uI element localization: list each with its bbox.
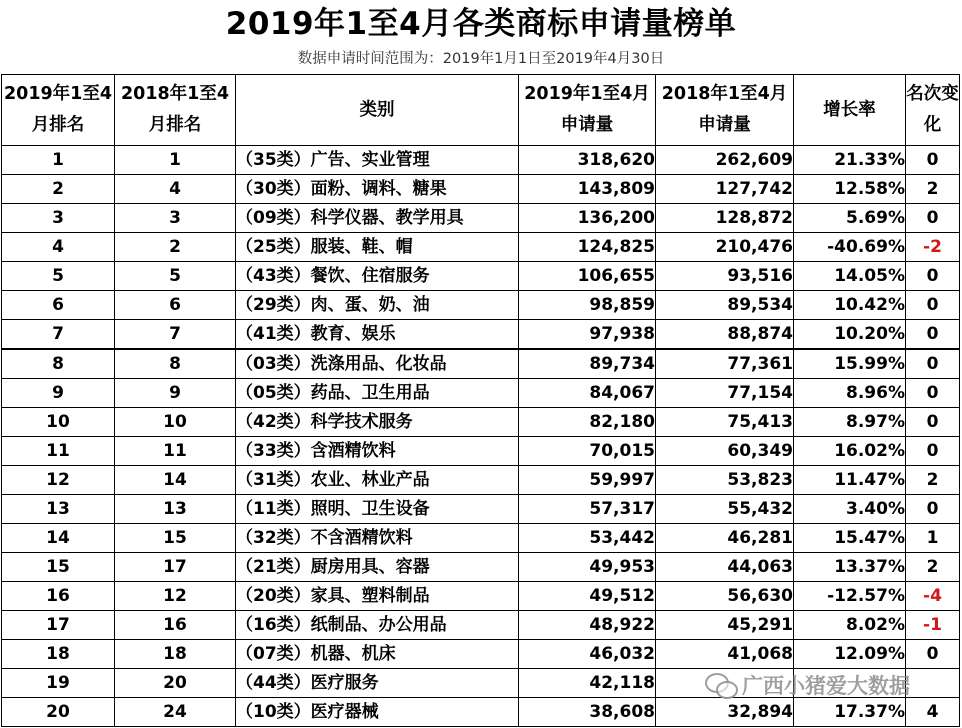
cell-category: （25类）服装、鞋、帽 — [236, 233, 519, 262]
cell-applications-2019: 49,512 — [519, 582, 656, 611]
cell-rank-2018: 4 — [115, 175, 236, 204]
cell-rank-2019: 4 — [2, 233, 115, 262]
cell-applications-2019: 38,608 — [519, 698, 656, 727]
cell-rank-2019: 2 — [2, 175, 115, 204]
cell-rank-2018: 18 — [115, 640, 236, 669]
cell-applications-2019: 70,015 — [519, 437, 656, 466]
cell-category: （07类）机器、机床 — [236, 640, 519, 669]
cell-rank-2018: 9 — [115, 379, 236, 408]
cell-rank-2019: 7 — [2, 320, 115, 350]
cell-rank-2019: 12 — [2, 466, 115, 495]
header-rank-2018: 2018年1至4月排名 — [115, 75, 236, 146]
cell-growth-rate: 3.40% — [794, 495, 906, 524]
cell-applications-2019: 97,938 — [519, 320, 656, 350]
table-row — [2, 466, 960, 495]
cell-applications-2019: 82,180 — [519, 408, 656, 437]
cell-applications-2018: 32,894 — [656, 698, 794, 727]
cell-applications-2018: 88,874 — [656, 320, 794, 350]
cell-rank-change: 0 — [906, 408, 960, 437]
cell-applications-2018: 60,349 — [656, 437, 794, 466]
cell-category: （21类）厨房用具、容器 — [236, 553, 519, 582]
cell-applications-2018: 45,291 — [656, 611, 794, 640]
cell-rank-change: 0 — [906, 320, 960, 350]
cell-rank-2018: 17 — [115, 553, 236, 582]
cell-rank-2019: 11 — [2, 437, 115, 466]
cell-category: （05类）药品、卫生用品 — [236, 379, 519, 408]
table-row — [2, 611, 960, 640]
cell-rank-change: 0 — [906, 291, 960, 320]
cell-applications-2018: 46,281 — [656, 524, 794, 553]
cell-growth-rate: 12.58% — [794, 175, 906, 204]
cell-rank-2018: 10 — [115, 408, 236, 437]
cell-rank-2018: 3 — [115, 204, 236, 233]
cell-rank-2019: 17 — [2, 611, 115, 640]
cell-rank-change: 0 — [906, 262, 960, 291]
table-row — [2, 204, 960, 233]
cell-applications-2018: 262,609 — [656, 146, 794, 175]
cell-category: （29类）肉、蛋、奶、油 — [236, 291, 519, 320]
cell-rank-2019: 9 — [2, 379, 115, 408]
cell-applications-2018: 128,872 — [656, 204, 794, 233]
cell-applications-2018: 210,476 — [656, 233, 794, 262]
cell-category: （32类）不含酒精饮料 — [236, 524, 519, 553]
cell-rank-2018: 14 — [115, 466, 236, 495]
cell-growth-rate: 5.69% — [794, 204, 906, 233]
cell-rank-2018: 7 — [115, 320, 236, 350]
cell-applications-2019: 59,997 — [519, 466, 656, 495]
cell-rank-2019: 14 — [2, 524, 115, 553]
cell-applications-2018: 77,154 — [656, 379, 794, 408]
cell-rank-change: 2 — [906, 553, 960, 582]
ranking-table — [1, 74, 960, 727]
table-row — [2, 349, 960, 379]
cell-rank-2018: 1 — [115, 146, 236, 175]
cell-rank-2019: 6 — [2, 291, 115, 320]
page-title: 2019年1至4月各类商标申请量榜单 — [225, 6, 737, 42]
cell-growth-rate: 15.47% — [794, 524, 906, 553]
cell-growth-rate: 13.37% — [794, 553, 906, 582]
cell-growth-rate: 10.20% — [794, 320, 906, 350]
cell-rank-2019: 19 — [2, 669, 115, 698]
watermark-text: 广西小猪爱大数据 — [742, 674, 910, 698]
cell-rank-2018: 15 — [115, 524, 236, 553]
table-row — [2, 437, 960, 466]
header-applications-2018: 2018年1至4月申请量 — [656, 75, 794, 146]
cell-category: （41类）教育、娱乐 — [236, 320, 519, 350]
cell-growth-rate: 10.42% — [794, 291, 906, 320]
table-header-row — [2, 75, 960, 146]
cell-category: （35类）广告、实业管理 — [236, 146, 519, 175]
cell-applications-2019: 84,067 — [519, 379, 656, 408]
cell-rank-change: 0 — [906, 640, 960, 669]
cell-applications-2019: 124,825 — [519, 233, 656, 262]
header-rank-2019: 2019年1至4月排名 — [2, 75, 115, 146]
cell-rank-2018: 20 — [115, 669, 236, 698]
cell-rank-2018: 24 — [115, 698, 236, 727]
cell-rank-change: 0 — [906, 379, 960, 408]
cell-rank-2019: 1 — [2, 146, 115, 175]
cell-category: （11类）照明、卫生设备 — [236, 495, 519, 524]
header-applications-2019: 2019年1至4月申请量 — [519, 75, 656, 146]
table-row — [2, 553, 960, 582]
cell-applications-2018: 75,413 — [656, 408, 794, 437]
table-row — [2, 233, 960, 262]
cell-applications-2019: 46,032 — [519, 640, 656, 669]
cell-rank-change: 4 — [906, 698, 960, 727]
table-row — [2, 379, 960, 408]
cell-category: （31类）农业、林业产品 — [236, 466, 519, 495]
cell-category: （33类）含酒精饮料 — [236, 437, 519, 466]
cell-applications-2019: 49,953 — [519, 553, 656, 582]
cell-rank-2019: 8 — [2, 349, 115, 379]
cell-rank-2019: 5 — [2, 262, 115, 291]
cell-rank-change: 0 — [906, 146, 960, 175]
cell-applications-2019: 57,317 — [519, 495, 656, 524]
cell-rank-2018: 8 — [115, 349, 236, 379]
cell-growth-rate: 11.47% — [794, 466, 906, 495]
cell-applications-2019: 42,118 — [519, 669, 656, 698]
cell-rank-change: 0 — [906, 204, 960, 233]
cell-applications-2019: 106,655 — [519, 262, 656, 291]
watermark — [704, 668, 960, 702]
cell-category: （20类）家具、塑料制品 — [236, 582, 519, 611]
table-row — [2, 146, 960, 175]
cell-rank-2018: 5 — [115, 262, 236, 291]
cell-rank-2018: 11 — [115, 437, 236, 466]
cell-applications-2019: 53,442 — [519, 524, 656, 553]
cell-rank-2019: 10 — [2, 408, 115, 437]
cell-rank-change: -4 — [906, 582, 960, 611]
cell-rank-2019: 16 — [2, 582, 115, 611]
cell-applications-2019: 143,809 — [519, 175, 656, 204]
date-range-subtitle: 数据申请时间范围为：2019年1月1日至2019年4月30日 — [297, 51, 665, 67]
cell-growth-rate: -12.57% — [794, 582, 906, 611]
table-row — [2, 175, 960, 204]
table-row — [2, 291, 960, 320]
table-row — [2, 408, 960, 437]
cell-applications-2019: 136,200 — [519, 204, 656, 233]
cell-growth-rate: 8.02% — [794, 611, 906, 640]
cell-rank-change: 0 — [906, 437, 960, 466]
cell-category: （16类）纸制品、办公用品 — [236, 611, 519, 640]
cell-applications-2018: 93,516 — [656, 262, 794, 291]
cell-rank-2018: 6 — [115, 291, 236, 320]
cell-growth-rate: 17.37% — [794, 698, 906, 727]
cell-rank-change: -2 — [906, 233, 960, 262]
cell-growth-rate: 8.96% — [794, 379, 906, 408]
cell-applications-2018: 41,068 — [656, 640, 794, 669]
table-row — [2, 582, 960, 611]
table-row — [2, 495, 960, 524]
cell-rank-2018: 2 — [115, 233, 236, 262]
cell-applications-2018: 89,534 — [656, 291, 794, 320]
cell-rank-change: 0 — [906, 495, 960, 524]
table-row — [2, 524, 960, 553]
cell-category: （42类）科学技术服务 — [236, 408, 519, 437]
cell-applications-2018: 55,432 — [656, 495, 794, 524]
cell-rank-change: 0 — [906, 349, 960, 379]
header-rank-change: 名次变化 — [906, 75, 960, 146]
cell-category: （09类）科学仪器、教学用具 — [236, 204, 519, 233]
cell-rank-2018: 13 — [115, 495, 236, 524]
cell-applications-2018: 53,823 — [656, 466, 794, 495]
cell-applications-2019: 98,859 — [519, 291, 656, 320]
cell-growth-rate: 16.02% — [794, 437, 906, 466]
cell-category: （44类）医疗服务 — [236, 669, 519, 698]
cell-rank-2019: 15 — [2, 553, 115, 582]
table-row — [2, 640, 960, 669]
cell-rank-2019: 18 — [2, 640, 115, 669]
table-row — [2, 320, 960, 350]
cell-applications-2018: 127,742 — [656, 175, 794, 204]
cell-growth-rate: 21.33% — [794, 146, 906, 175]
cell-rank-2018: 12 — [115, 582, 236, 611]
wechat-icon — [704, 670, 738, 700]
cell-rank-2019: 3 — [2, 204, 115, 233]
cell-category: （43类）餐饮、住宿服务 — [236, 262, 519, 291]
cell-rank-2019: 13 — [2, 495, 115, 524]
cell-category: （10类）医疗器械 — [236, 698, 519, 727]
cell-rank-2019: 20 — [2, 698, 115, 727]
table-row — [2, 262, 960, 291]
cell-rank-change: 2 — [906, 175, 960, 204]
cell-category: （30类）面粉、调料、糖果 — [236, 175, 519, 204]
cell-rank-2018: 16 — [115, 611, 236, 640]
header-growth-rate: 增长率 — [794, 75, 906, 146]
cell-applications-2018: 44,063 — [656, 553, 794, 582]
cell-category: （03类）洗涤用品、化妆品 — [236, 349, 519, 379]
cell-rank-change: -1 — [906, 611, 960, 640]
cell-rank-change: 2 — [906, 466, 960, 495]
cell-growth-rate: 14.05% — [794, 262, 906, 291]
cell-rank-change: 1 — [906, 524, 960, 553]
cell-applications-2018: 56,630 — [656, 582, 794, 611]
cell-applications-2019: 48,922 — [519, 611, 656, 640]
cell-applications-2019: 318,620 — [519, 146, 656, 175]
cell-growth-rate: -40.69% — [794, 233, 906, 262]
cell-growth-rate: 8.97% — [794, 408, 906, 437]
cell-growth-rate: 15.99% — [794, 349, 906, 379]
cell-growth-rate: 12.09% — [794, 640, 906, 669]
cell-applications-2019: 89,734 — [519, 349, 656, 379]
header-category: 类别 — [236, 75, 519, 146]
cell-applications-2018: 77,361 — [656, 349, 794, 379]
